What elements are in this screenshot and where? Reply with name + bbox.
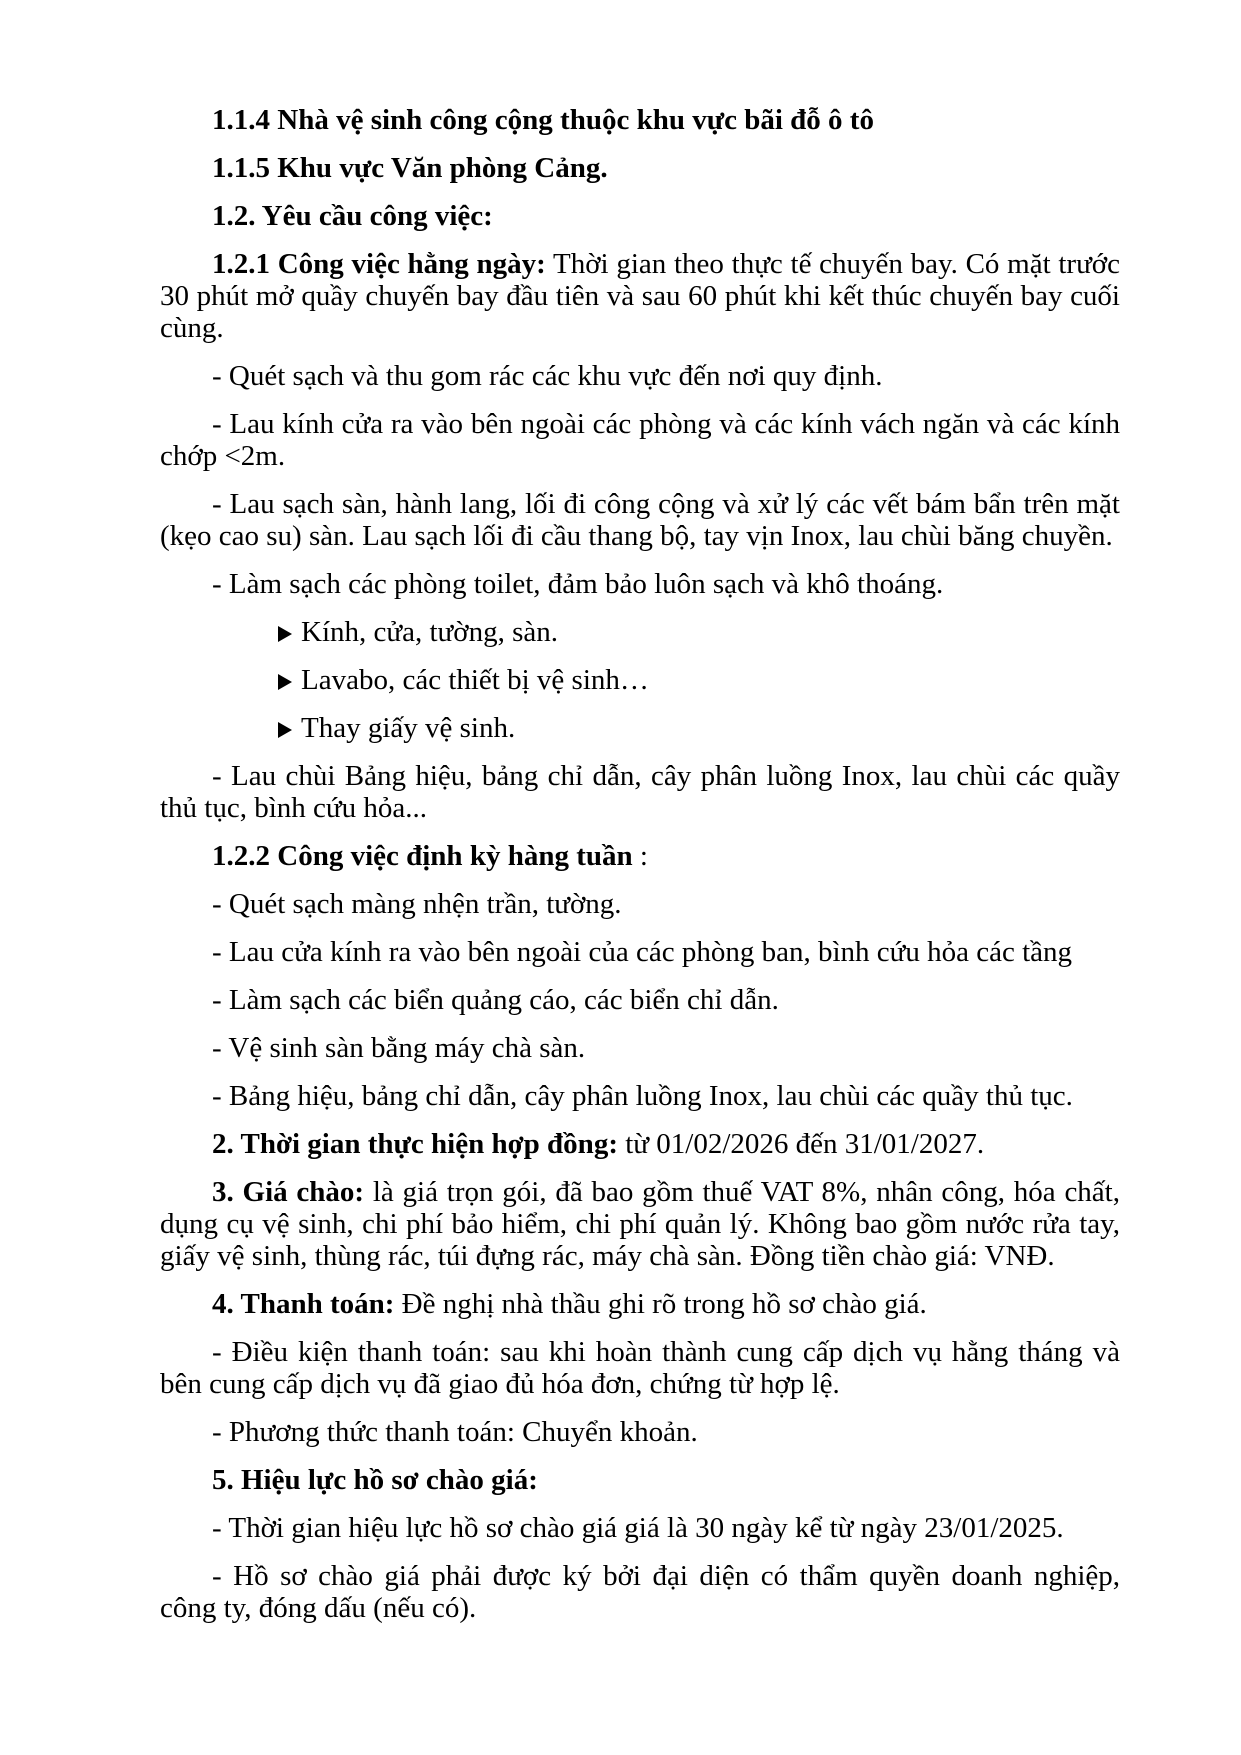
list-item: - Quét sạch và thu gom rác các khu vực đến nơi quy định.	[212, 360, 883, 392]
paragraph-payment: 4. Thanh toán: Đề nghị nhà thầu ghi rõ trong hồ sơ chào giá.	[212, 1288, 927, 1320]
list-item: - Lau kính cửa ra vào bên ngoài các phòng và các kính vách ngăn và các kính chớp <2m.	[160, 408, 1120, 472]
list-item: - Hồ sơ chào giá phải được ký bởi đại diện có thẩm quyền doanh nghiệp, công ty, đóng dấu (nếu có).	[160, 1560, 1120, 1624]
list-item: Thay giấy vệ sinh.	[160, 712, 1120, 744]
paragraph-daily-work: 1.2.1 Công việc hằng ngày: Thời gian theo thực tế chuyến bay. Có mặt trước 30 phút mở quầy chuyến bay đầu tiên và sau 60 phút khi kết thúc chuyến bay cuối cùng.	[160, 248, 1120, 344]
list-item: - Lau sạch sàn, hành lang, lối đi công cộng và xử lý các vết bám bẩn trên mặt (kẹo cao su) sàn. Lau sạch lối đi cầu thang bộ, tay vịn Inox, lau chùi băng chuyền.	[160, 488, 1120, 552]
list-item: - Lau cửa kính ra vào bên ngoài của các phòng ban, bình cứu hỏa các tầng	[212, 936, 1073, 968]
list-item: - Vệ sinh sàn bằng máy chà sàn.	[212, 1032, 586, 1064]
arrow-bullet-icon	[278, 626, 292, 642]
list-item: - Lau chùi Bảng hiệu, bảng chỉ dẫn, cây phân luồng Inox, lau chùi các quầy thủ tục, bình cứu hỏa...	[160, 760, 1120, 824]
paragraph-price-offer: 3. Giá chào: là giá trọn gói, đã bao gồm thuế VAT 8%, nhân công, hóa chất, dụng cụ vệ sinh, chi phí bảo hiểm, chi phí quản lý. Không bao gồm nước rửa tay, giấy vệ sinh, thùng rác, túi đựng rác, máy chà sàn. Đồng tiền chào giá: VNĐ.	[160, 1176, 1120, 1272]
heading-122: 1.2.2 Công việc định kỳ hàng tuần :	[212, 840, 648, 872]
paragraph-contract-duration: 2. Thời gian thực hiện hợp đồng: từ 01/02/2026 đến 31/01/2027.	[212, 1128, 985, 1160]
list-item: - Làm sạch các phòng toilet, đảm bảo luôn sạch và khô thoáng.	[212, 568, 944, 600]
list-item: Kính, cửa, tường, sàn.	[160, 616, 1120, 648]
heading-validity: 5. Hiệu lực hồ sơ chào giá:	[212, 1464, 538, 1496]
list-item: - Điều kiện thanh toán: sau khi hoàn thành cung cấp dịch vụ hằng tháng và bên cung cấp dịch vụ đã giao đủ hóa đơn, chứng từ hợp lệ.	[160, 1336, 1120, 1400]
list-item: - Quét sạch màng nhện trần, tường.	[212, 888, 622, 920]
arrow-bullet-icon	[278, 722, 292, 738]
heading-115: 1.1.5 Khu vực Văn phòng Cảng.	[212, 152, 608, 184]
list-item: - Phương thức thanh toán: Chuyển khoản.	[212, 1416, 698, 1448]
list-item: - Bảng hiệu, bảng chỉ dẫn, cây phân luồng Inox, lau chùi các quầy thủ tục.	[212, 1080, 1073, 1112]
list-item: Lavabo, các thiết bị vệ sinh…	[160, 664, 1120, 696]
arrow-bullet-icon	[278, 674, 292, 690]
list-item: - Thời gian hiệu lực hồ sơ chào giá giá là 30 ngày kể từ ngày 23/01/2025.	[212, 1512, 1064, 1544]
heading-12: 1.2. Yêu cầu công việc:	[212, 200, 493, 232]
list-item: - Làm sạch các biển quảng cáo, các biển chỉ dẫn.	[212, 984, 779, 1016]
heading-114: 1.1.4 Nhà vệ sinh công cộng thuộc khu vực bãi đỗ ô tô	[212, 104, 874, 136]
